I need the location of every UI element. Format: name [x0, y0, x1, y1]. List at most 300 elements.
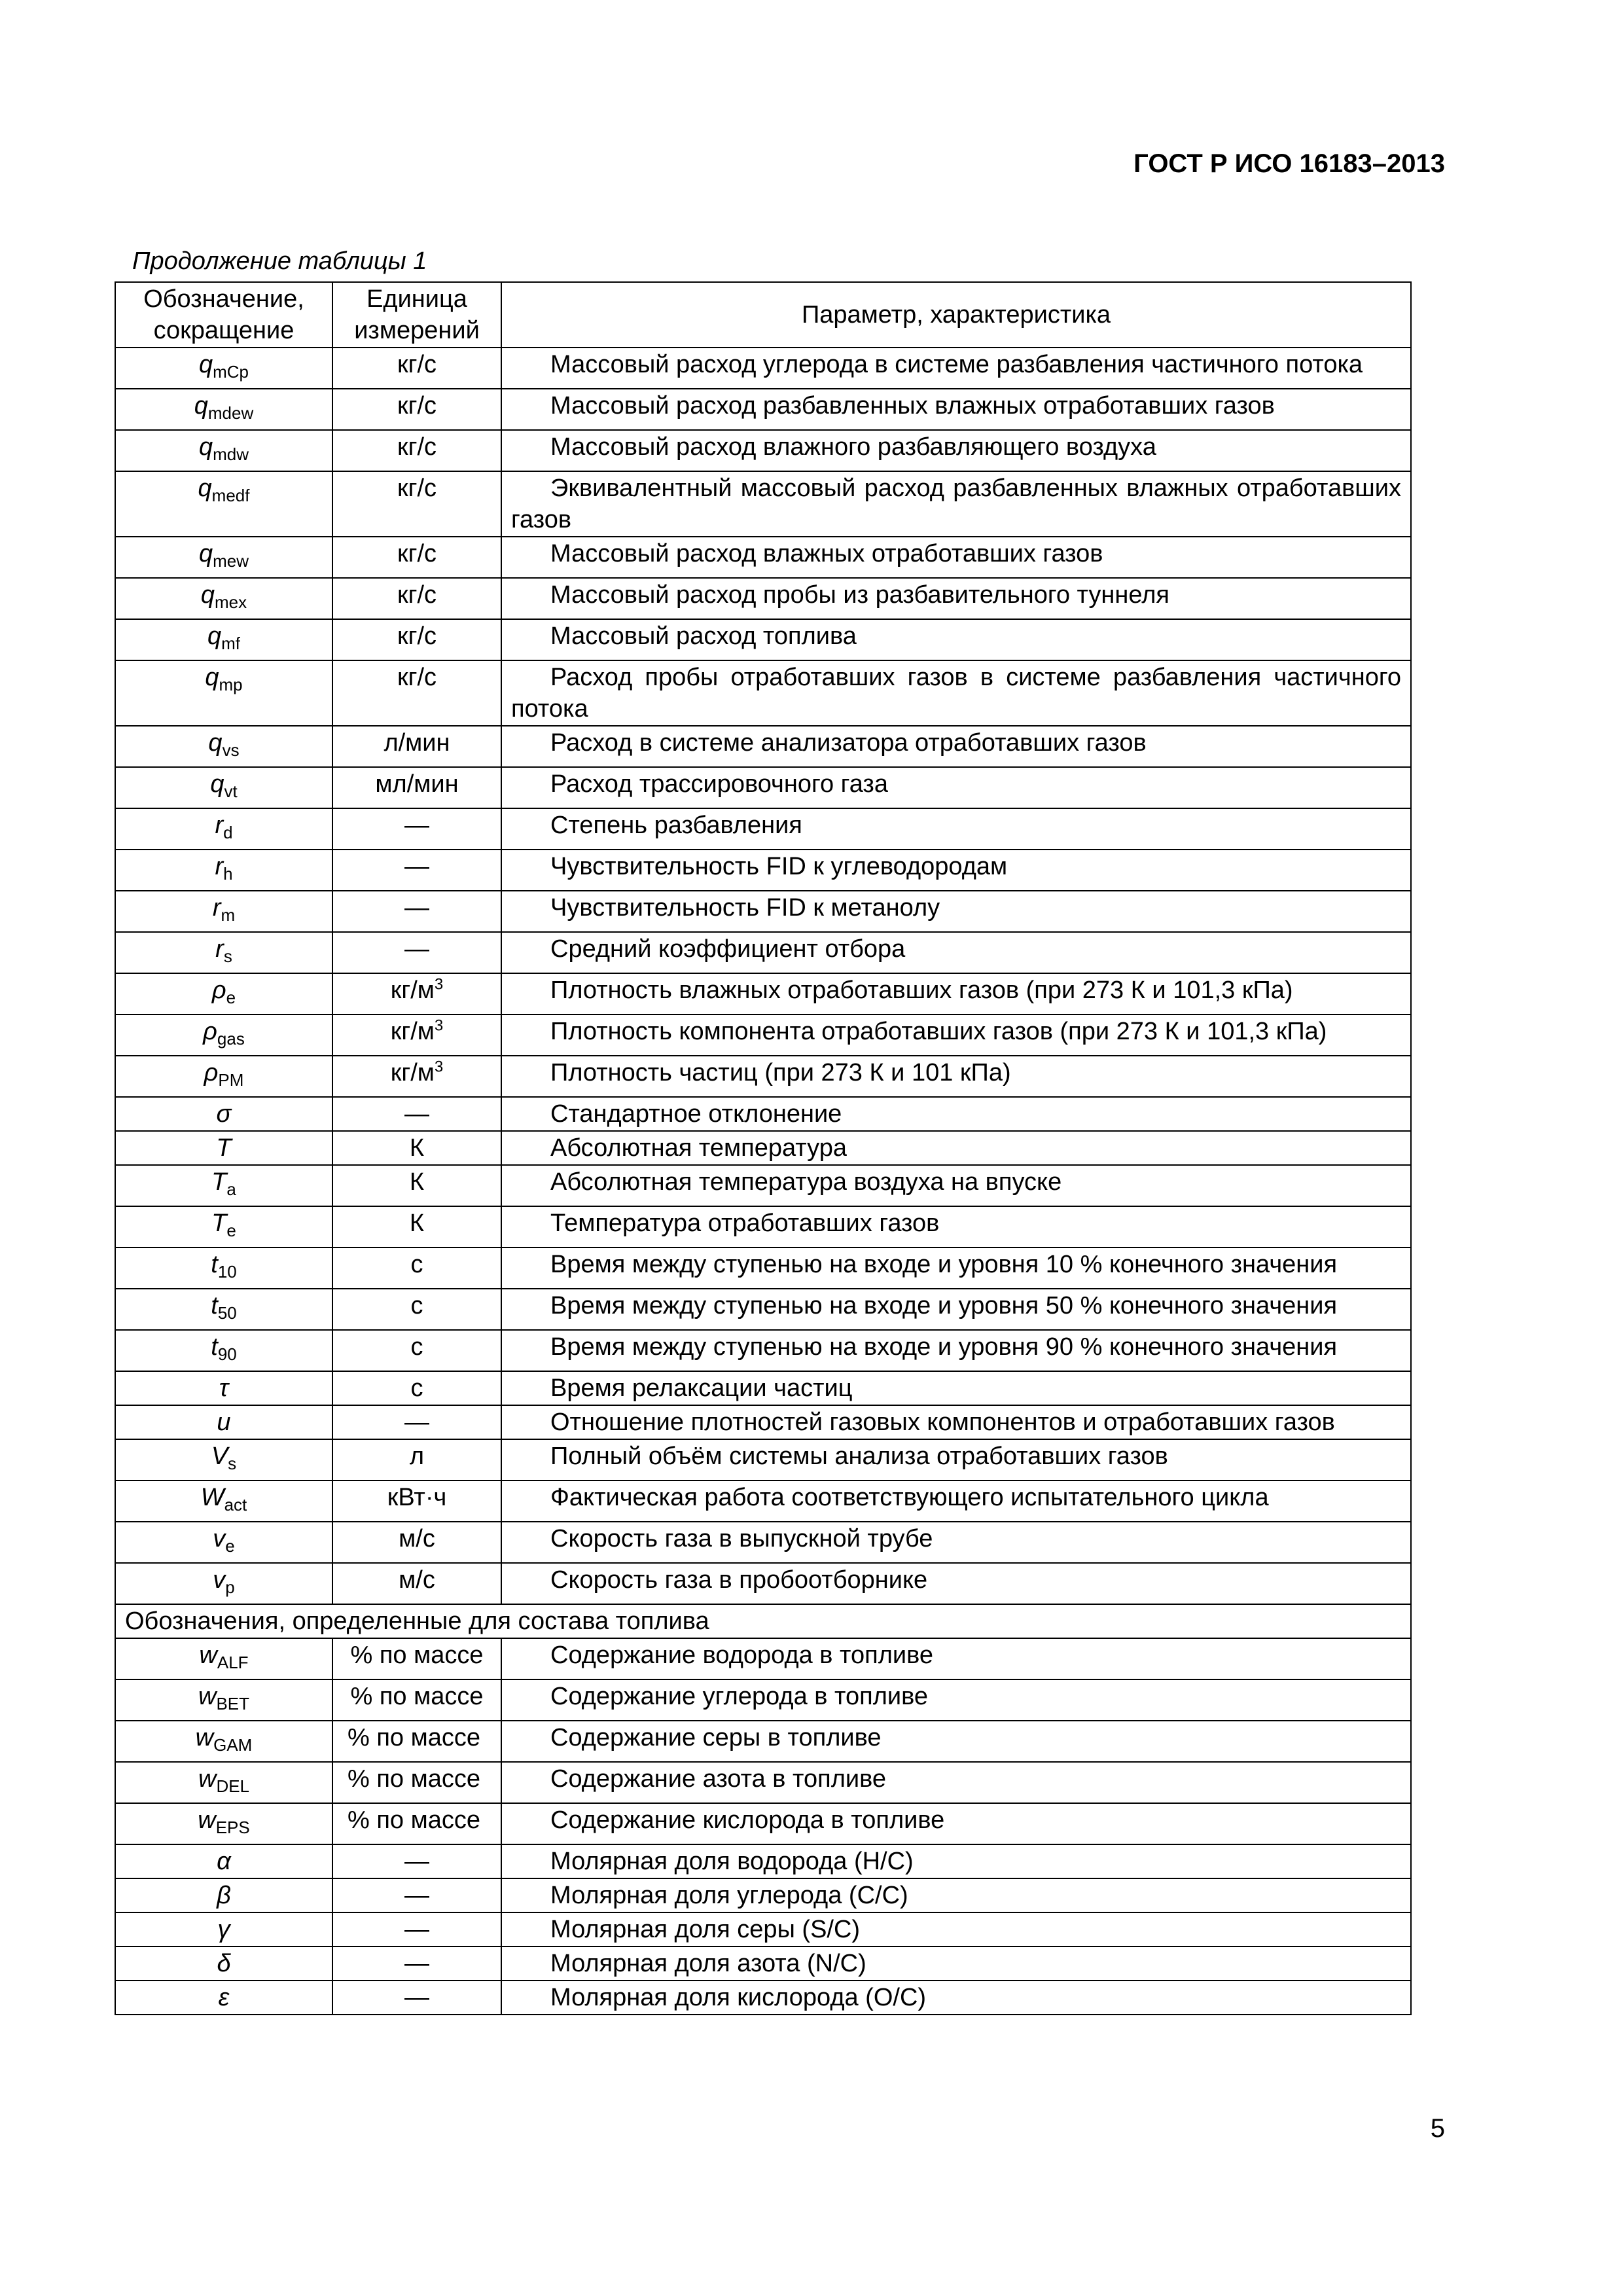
unit-text: кг/с — [397, 433, 437, 461]
symbol-cell — [115, 891, 332, 932]
unit-text: мл/мин — [375, 770, 459, 798]
description-text: Время между ступенью на входе и уровня 10 % конечного значения — [550, 1251, 1338, 1278]
table-row — [115, 1912, 1411, 1946]
symbol-subscript: mf — [221, 634, 241, 653]
symbol-cell — [115, 1097, 332, 1131]
symbol-subscript: e — [225, 1536, 235, 1556]
unit-cell — [332, 726, 501, 767]
symbol-cell — [115, 1803, 332, 1844]
unit-text: кг/м — [390, 977, 435, 1004]
unit-superscript: 3 — [434, 1058, 444, 1076]
symbol-cell — [115, 1480, 332, 1522]
description-cell — [501, 973, 1411, 1014]
description-cell — [501, 1522, 1411, 1563]
description-cell — [501, 1056, 1411, 1097]
unit-cell — [332, 1912, 501, 1946]
table-row — [115, 660, 1411, 726]
symbol-cell — [115, 1878, 332, 1912]
symbol-text: u — [217, 1408, 231, 1436]
description-text: Содержание серы в топливе — [550, 1724, 882, 1751]
symbol-cell — [115, 1439, 332, 1480]
symbol-text: ρ — [203, 1018, 217, 1045]
symbol-text: β — [217, 1882, 231, 1909]
unit-cell — [332, 850, 501, 891]
symbol-subscript: act — [224, 1495, 247, 1515]
table-row — [115, 471, 1411, 537]
symbol-subscript: m — [221, 905, 236, 925]
unit-cell — [332, 1721, 501, 1762]
table-row — [115, 619, 1411, 660]
unit-cell — [332, 1056, 501, 1097]
unit-text: % по массе — [348, 1806, 481, 1834]
table-header-row — [115, 282, 1411, 348]
symbol-subscript: 90 — [217, 1344, 237, 1364]
unit-superscript: 3 — [434, 975, 444, 994]
symbol-text: q — [198, 540, 213, 567]
description-cell — [501, 932, 1411, 973]
table-body — [115, 348, 1411, 2015]
table-row — [115, 850, 1411, 891]
description-text: Эквивалентный массовый расход разбавленных влажных отработавших газов — [511, 475, 1401, 533]
symbol-text: W — [200, 1484, 224, 1511]
symbol-text: q — [200, 581, 215, 609]
unit-text: с — [410, 1333, 423, 1361]
symbol-text: γ — [217, 1916, 230, 1943]
symbol-cell — [115, 1762, 332, 1803]
section-row — [115, 1604, 1411, 1638]
unit-text: с — [410, 1374, 423, 1402]
description-text: Содержание азота в топливе — [550, 1765, 887, 1793]
unit-text: — — [404, 853, 429, 880]
symbol-cell — [115, 1405, 332, 1439]
unit-superscript: 3 — [434, 1016, 444, 1035]
symbol-text: v — [213, 1566, 226, 1594]
table-row — [115, 430, 1411, 471]
unit-text: кг/м — [390, 1018, 435, 1045]
description-text: Расход в системе анализатора отработавших газов — [550, 729, 1147, 757]
description-cell — [501, 619, 1411, 660]
description-text: Время между ступенью на входе и уровня 50 % конечного значения — [550, 1292, 1338, 1319]
unit-text: кг/с — [397, 351, 437, 378]
description-text: Степень разбавления — [550, 812, 802, 839]
unit-cell — [332, 578, 501, 619]
symbol-cell — [115, 660, 332, 726]
description-text: Молярная доля углерода (С/С) — [550, 1882, 908, 1909]
unit-cell — [332, 1439, 501, 1480]
description-text: Молярная доля азота (N/C) — [550, 1950, 866, 1977]
description-cell — [501, 1721, 1411, 1762]
unit-cell — [332, 1878, 501, 1912]
description-cell — [501, 348, 1411, 389]
description-cell — [501, 726, 1411, 767]
description-text: Стандартное отклонение — [550, 1100, 842, 1128]
unit-cell — [332, 891, 501, 932]
unit-text: с — [410, 1292, 423, 1319]
symbol-cell — [115, 1014, 332, 1056]
table-row — [115, 808, 1411, 850]
table-row — [115, 1405, 1411, 1439]
symbol-cell — [115, 1844, 332, 1878]
symbol-subscript: vt — [224, 781, 238, 801]
description-cell — [501, 1563, 1411, 1604]
description-cell — [501, 660, 1411, 726]
description-cell — [501, 1912, 1411, 1946]
unit-cell — [332, 1405, 501, 1439]
description-text: Содержание углерода в топливе — [550, 1683, 928, 1710]
table-row — [115, 1330, 1411, 1371]
unit-text: кВт·ч — [387, 1484, 447, 1511]
symbol-subscript: e — [226, 1221, 236, 1240]
table-row — [115, 1878, 1411, 1912]
table-row — [115, 767, 1411, 808]
table-row — [115, 1480, 1411, 1522]
symbol-text: r — [215, 812, 224, 839]
symbol-text: τ — [219, 1374, 229, 1402]
table-row — [115, 1981, 1411, 2015]
symbol-text: α — [217, 1848, 231, 1875]
description-cell — [501, 1014, 1411, 1056]
unit-text: л — [409, 1443, 425, 1470]
symbol-text: q — [208, 729, 223, 757]
description-cell — [501, 1480, 1411, 1522]
unit-text: % по массе — [348, 1724, 481, 1751]
description-text: Абсолютная температура — [550, 1134, 847, 1162]
unit-cell — [332, 660, 501, 726]
table-row — [115, 578, 1411, 619]
unit-text: кг/м — [390, 1059, 435, 1086]
symbol-text: T — [211, 1210, 227, 1237]
unit-cell — [332, 973, 501, 1014]
symbol-cell — [115, 1247, 332, 1289]
table-row — [115, 1679, 1411, 1721]
symbol-cell — [115, 1056, 332, 1097]
symbol-cell — [115, 1330, 332, 1371]
symbol-subscript: mdw — [213, 444, 249, 464]
unit-cell — [332, 389, 501, 430]
unit-text: — — [404, 1848, 429, 1875]
description-cell — [501, 767, 1411, 808]
symbol-text: V — [211, 1443, 228, 1470]
description-cell — [501, 1330, 1411, 1371]
symbol-text: w — [195, 1724, 214, 1751]
description-cell — [501, 1405, 1411, 1439]
unit-text: — — [404, 1950, 429, 1977]
unit-cell — [332, 1803, 501, 1844]
table-row — [115, 1371, 1411, 1405]
table-row — [115, 1206, 1411, 1247]
unit-cell — [332, 1371, 501, 1405]
symbol-cell — [115, 1981, 332, 2015]
unit-text: с — [410, 1251, 423, 1278]
unit-cell — [332, 619, 501, 660]
symbol-subscript: mCp — [213, 362, 249, 382]
unit-cell — [332, 1679, 501, 1721]
symbol-cell — [115, 430, 332, 471]
unit-cell — [332, 1247, 501, 1289]
table-row — [115, 1946, 1411, 1981]
unit-cell — [332, 1289, 501, 1330]
unit-text: % по массе — [350, 1683, 484, 1710]
description-text: Температура отработавших газов — [550, 1210, 940, 1237]
description-text: Массовый расход влажного разбавляющего воздуха — [550, 433, 1156, 461]
description-text: Чувствительность FID к углеводородам — [550, 853, 1008, 880]
symbol-cell — [115, 1563, 332, 1604]
symbol-cell — [115, 1131, 332, 1165]
symbol-cell — [115, 1638, 332, 1679]
symbol-text: v — [213, 1525, 226, 1552]
table-row — [115, 973, 1411, 1014]
symbol-subscript: mex — [215, 592, 247, 612]
symbol-cell — [115, 348, 332, 389]
table-caption: Продолжение таблицы 1 — [132, 247, 427, 275]
description-text: Абсолютная температура воздуха на впуске — [550, 1168, 1062, 1196]
unit-text: л/мин — [383, 729, 450, 757]
unit-cell — [332, 1097, 501, 1131]
unit-text: К — [409, 1168, 425, 1196]
unit-text: кг/с — [397, 664, 437, 691]
description-text: Время релаксации частиц — [550, 1374, 853, 1402]
table-row — [115, 1439, 1411, 1480]
unit-cell — [332, 1131, 501, 1165]
symbol-subscript: a — [226, 1179, 236, 1199]
description-text: Содержание кислорода в топливе — [550, 1806, 945, 1834]
unit-cell — [332, 430, 501, 471]
symbol-subscript: PM — [218, 1070, 244, 1090]
symbol-subscript: s — [228, 1454, 237, 1473]
symbol-cell — [115, 1206, 332, 1247]
description-text: Массовый расход углерода в системе разбавления частичного потока — [550, 351, 1363, 378]
unit-text: % по массе — [348, 1765, 481, 1793]
unit-cell — [332, 348, 501, 389]
symbol-cell — [115, 726, 332, 767]
symbol-subscript: d — [223, 823, 233, 842]
description-text: Плотность компонента отработавших газов (при 273 К и 101,3 кПа) — [550, 1018, 1327, 1045]
symbol-subscript: 50 — [217, 1303, 237, 1323]
description-cell — [501, 578, 1411, 619]
unit-cell — [332, 1480, 501, 1522]
unit-text: — — [404, 1408, 429, 1436]
symbol-cell — [115, 808, 332, 850]
symbol-subscript: s — [223, 946, 232, 966]
unit-cell — [332, 1844, 501, 1878]
table-row — [115, 1638, 1411, 1679]
table-row — [115, 1803, 1411, 1844]
description-text: Средний коэффициент отбора — [550, 935, 906, 963]
description-cell — [501, 471, 1411, 537]
unit-text: м/с — [399, 1566, 435, 1594]
symbol-subscript: h — [223, 864, 233, 884]
description-text: Массовый расход влажных отработавших газов — [550, 540, 1103, 567]
symbol-text: ρ — [211, 977, 226, 1004]
symbol-cell — [115, 1721, 332, 1762]
table-row — [115, 389, 1411, 430]
page-number: 5 — [1430, 2114, 1445, 2143]
description-text: Массовый расход разбавленных влажных отработавших газов — [550, 392, 1275, 420]
symbol-cell — [115, 767, 332, 808]
symbol-cell — [115, 1289, 332, 1330]
unit-text: кг/с — [397, 581, 437, 609]
symbol-cell — [115, 471, 332, 537]
unit-text: м/с — [399, 1525, 435, 1552]
symbol-subscript: mp — [219, 675, 243, 694]
symbol-subscript: mdew — [207, 403, 254, 423]
unit-cell — [332, 1946, 501, 1981]
symbol-cell — [115, 850, 332, 891]
symbol-cell — [115, 537, 332, 578]
table-row — [115, 932, 1411, 973]
description-text: Массовый расход топлива — [550, 622, 857, 650]
unit-text: — — [404, 935, 429, 963]
symbol-text: q — [198, 475, 212, 502]
symbol-subscript: mew — [213, 551, 249, 571]
description-text: Скорость газа в выпускной трубе — [550, 1525, 933, 1552]
unit-cell — [332, 767, 501, 808]
symbol-subscript: gas — [217, 1029, 245, 1049]
description-text: Чувствительность FID к метанолу — [550, 894, 940, 922]
unit-cell — [332, 1762, 501, 1803]
header-symbol: Обозначение, сокращение — [115, 282, 332, 348]
table-row — [115, 537, 1411, 578]
unit-text: — — [404, 1916, 429, 1943]
header-unit: Единица измерений — [332, 282, 501, 348]
description-text: Фактическая работа соответствующего испытательного цикла — [550, 1484, 1269, 1511]
symbol-text: w — [198, 1765, 217, 1793]
unit-text: — — [404, 1100, 429, 1128]
description-cell — [501, 1371, 1411, 1405]
unit-cell — [332, 471, 501, 537]
description-text: Массовый расход пробы из разбавительного туннеля — [550, 581, 1169, 609]
symbol-text: q — [198, 351, 213, 378]
description-text: Отношение плотностей газовых компонентов и отработавших газов — [550, 1408, 1335, 1436]
symbol-cell — [115, 1912, 332, 1946]
unit-cell — [332, 1638, 501, 1679]
description-cell — [501, 1247, 1411, 1289]
table-row — [115, 1721, 1411, 1762]
unit-text: К — [409, 1134, 425, 1162]
table-row — [115, 1522, 1411, 1563]
table-row — [115, 1014, 1411, 1056]
description-text: Молярная доля серы (S/C) — [550, 1916, 861, 1943]
description-text: Плотность влажных отработавших газов (при 273 К и 101,3 кПа) — [550, 977, 1293, 1004]
unit-cell — [332, 1522, 501, 1563]
symbol-subscript: medf — [211, 486, 250, 505]
symbol-text: q — [198, 433, 213, 461]
symbol-subscript: GAM — [213, 1735, 253, 1755]
symbol-text: q — [207, 622, 222, 650]
description-cell — [501, 1165, 1411, 1206]
symbol-cell — [115, 973, 332, 1014]
unit-text: К — [409, 1210, 425, 1237]
unit-text: кг/с — [397, 392, 437, 420]
table-row — [115, 726, 1411, 767]
unit-text: — — [404, 1882, 429, 1909]
table-row — [115, 348, 1411, 389]
unit-cell — [332, 537, 501, 578]
description-cell — [501, 1762, 1411, 1803]
description-text: Плотность частиц (при 273 К и 101 кПа) — [550, 1059, 1011, 1086]
symbol-text: q — [194, 392, 208, 420]
description-text: Время между ступенью на входе и уровня 90 % конечного значения — [550, 1333, 1338, 1361]
symbol-cell — [115, 389, 332, 430]
description-text: Молярная доля кислорода (О/С) — [550, 1984, 927, 2011]
symbol-text: w — [199, 1641, 217, 1669]
description-text: Расход трассировочного газа — [550, 770, 888, 798]
symbol-cell — [115, 1946, 332, 1981]
symbol-subscript: EPS — [215, 1818, 250, 1837]
unit-text: — — [404, 1984, 429, 2011]
description-text: Полный объём системы анализа отработавших газов — [550, 1443, 1168, 1470]
symbol-text: ρ — [204, 1059, 219, 1086]
unit-cell — [332, 1330, 501, 1371]
symbol-cell — [115, 1371, 332, 1405]
table-row — [115, 1289, 1411, 1330]
header-param: Параметр, характеристика — [501, 282, 1411, 348]
description-text: Содержание водорода в топливе — [550, 1641, 934, 1669]
description-cell — [501, 1679, 1411, 1721]
symbol-text: ε — [218, 1984, 230, 2011]
description-cell — [501, 808, 1411, 850]
symbol-subscript: e — [226, 988, 236, 1007]
symbol-cell — [115, 1522, 332, 1563]
table-row — [115, 1165, 1411, 1206]
table-row — [115, 891, 1411, 932]
symbol-subscript: DEL — [216, 1776, 250, 1796]
description-cell — [501, 891, 1411, 932]
description-cell — [501, 850, 1411, 891]
symbol-text: q — [205, 664, 219, 691]
section-title: Обозначения, определенные для состава топлива — [115, 1604, 1411, 1638]
symbol-text: r — [215, 935, 224, 963]
symbols-table — [115, 281, 1412, 2015]
unit-text: — — [404, 812, 429, 839]
unit-text: кг/с — [397, 475, 437, 502]
description-cell — [501, 389, 1411, 430]
symbol-subscript: ALF — [217, 1653, 249, 1672]
document-id-header: ГОСТ Р ИСО 16183–2013 — [1133, 149, 1445, 178]
symbol-cell — [115, 932, 332, 973]
description-text: Скорость газа в пробоотборнике — [550, 1566, 928, 1594]
unit-text: кг/с — [397, 622, 437, 650]
description-cell — [501, 1981, 1411, 2015]
unit-cell — [332, 1563, 501, 1604]
table-row — [115, 1056, 1411, 1097]
description-cell — [501, 1289, 1411, 1330]
symbol-cell — [115, 1165, 332, 1206]
description-cell — [501, 430, 1411, 471]
description-cell — [501, 1878, 1411, 1912]
symbol-cell — [115, 1679, 332, 1721]
symbol-text: t — [211, 1251, 218, 1278]
symbol-text: t — [211, 1333, 218, 1361]
symbol-text: T — [211, 1168, 227, 1196]
description-cell — [501, 1206, 1411, 1247]
symbol-text: r — [215, 853, 224, 880]
symbol-text: w — [198, 1683, 217, 1710]
description-cell — [501, 537, 1411, 578]
unit-cell — [332, 1014, 501, 1056]
description-cell — [501, 1439, 1411, 1480]
description-cell — [501, 1946, 1411, 1981]
symbol-subscript: p — [225, 1577, 235, 1597]
symbol-text: σ — [216, 1100, 232, 1128]
unit-text: % по массе — [350, 1641, 484, 1669]
table-row — [115, 1762, 1411, 1803]
symbol-subscript: vs — [222, 740, 240, 760]
unit-cell — [332, 808, 501, 850]
unit-cell — [332, 1981, 501, 2015]
description-cell — [501, 1638, 1411, 1679]
unit-cell — [332, 1206, 501, 1247]
